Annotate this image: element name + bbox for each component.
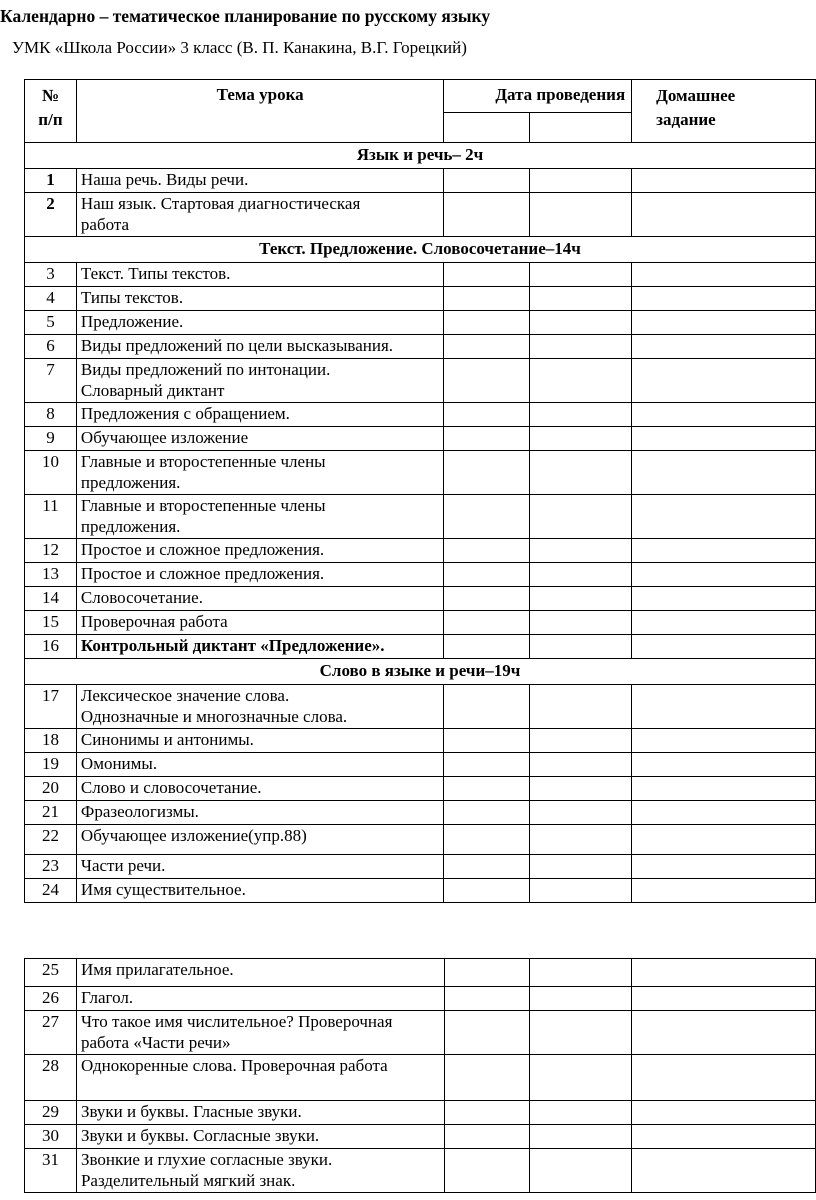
lesson-number: 29 [25, 1101, 77, 1125]
table-row [25, 729, 816, 753]
table-row [25, 1149, 816, 1193]
lesson-topic: Текст. Типы текстов. [76, 263, 443, 287]
lesson-topic: Слово и словосочетание. [76, 777, 443, 801]
table-row [25, 855, 816, 879]
lesson-number: 17 [25, 685, 77, 729]
lesson-number: 28 [25, 1055, 77, 1101]
lesson-topic: Звонкие и глухие согласные звуки. Разделительный мягкий знак. [76, 1149, 444, 1193]
lesson-number: 27 [25, 1011, 77, 1055]
table-row [25, 359, 816, 403]
table-row [25, 611, 816, 635]
lesson-topic: Однокоренные слова. Проверочная работа [76, 1055, 444, 1101]
section-heading: Текст. Предложение. Словосочетание–14ч [25, 237, 816, 263]
lesson-topic: Части речи. [76, 855, 443, 879]
lesson-topic: Омонимы. [76, 753, 443, 777]
table-row [25, 403, 816, 427]
table-row [25, 1125, 816, 1149]
table-row [25, 495, 816, 539]
planning-table-continued [24, 958, 816, 1193]
section-heading: Язык и речь– 2ч [25, 143, 816, 169]
lesson-number: 7 [25, 359, 77, 403]
document-subtitle: УМК «Школа России» 3 класс (В. П. Канакина, В.Г. Горецкий) [12, 38, 467, 57]
lesson-number: 2 [25, 193, 77, 237]
table-header-row [25, 80, 816, 113]
table-row [25, 801, 816, 825]
table-row [25, 335, 816, 359]
lesson-number: 4 [25, 287, 77, 311]
table-row [25, 635, 816, 659]
lesson-number: 23 [25, 855, 77, 879]
lesson-topic: Звуки и буквы. Согласные звуки. [76, 1125, 444, 1149]
lesson-number: 30 [25, 1125, 77, 1149]
lesson-number: 22 [25, 825, 77, 855]
lesson-number: 20 [25, 777, 77, 801]
lesson-number: 26 [25, 987, 77, 1011]
table-row [25, 263, 816, 287]
table-row [25, 287, 816, 311]
lesson-topic: Звуки и буквы. Гласные звуки. [76, 1101, 444, 1125]
lesson-topic: Что такое имя числительное? Проверочная работа «Части речи» [76, 1011, 444, 1055]
table-row [25, 1055, 816, 1101]
lesson-topic: Обучающее изложение [76, 427, 443, 451]
lesson-number: 8 [25, 403, 77, 427]
table-row [25, 753, 816, 777]
lesson-number: 18 [25, 729, 77, 753]
lesson-topic: Простое и сложное предложения. [76, 563, 443, 587]
lesson-topic: Имя существительное. [76, 879, 443, 903]
lesson-number: 1 [25, 169, 77, 193]
lesson-topic: Лексическое значение слова. Однозначные и многозначные слова. [76, 685, 443, 729]
lesson-number: 25 [25, 959, 77, 987]
header-number: № п/п [25, 80, 77, 143]
lesson-number: 21 [25, 801, 77, 825]
lesson-number: 11 [25, 495, 77, 539]
table-row [25, 1011, 816, 1055]
header-homework: Домашнее задание [632, 80, 816, 143]
lesson-topic: Имя прилагательное. [76, 959, 444, 987]
lesson-topic: Предложение. [76, 311, 443, 335]
lesson-number: 16 [25, 635, 77, 659]
lesson-topic: Проверочная работа [76, 611, 443, 635]
table-row [25, 169, 816, 193]
lesson-number: 5 [25, 311, 77, 335]
lesson-topic: Контрольный диктант «Предложение». [76, 635, 443, 659]
table-row [25, 987, 816, 1011]
lesson-number: 19 [25, 753, 77, 777]
table-row [25, 311, 816, 335]
lesson-topic: Виды предложений по интонации. Словарный диктант [76, 359, 443, 403]
lesson-topic: Обучающее изложение(упр.88) [76, 825, 443, 855]
lesson-topic: Предложения с обращением. [76, 403, 443, 427]
table-row [25, 563, 816, 587]
lesson-topic: Наша речь. Виды речи. [76, 169, 443, 193]
lesson-topic: Глагол. [76, 987, 444, 1011]
table-row [25, 825, 816, 855]
table-row [25, 427, 816, 451]
lesson-topic: Главные и второстепенные члены предложения. [76, 451, 443, 495]
date-actual-cell [530, 112, 632, 142]
header-date: Дата проведения [444, 80, 632, 113]
lesson-number: 12 [25, 539, 77, 563]
table-row [25, 1101, 816, 1125]
lesson-number: 15 [25, 611, 77, 635]
lesson-number: 31 [25, 1149, 77, 1193]
table-row [25, 451, 816, 495]
lesson-topic: Простое и сложное предложения. [76, 539, 443, 563]
planning-table [24, 79, 816, 903]
table-row [25, 193, 816, 237]
lesson-topic: Фразеологизмы. [76, 801, 443, 825]
lesson-number: 6 [25, 335, 77, 359]
lesson-topic: Главные и второстепенные члены предложения. [76, 495, 443, 539]
header-topic: Тема урока [76, 80, 443, 143]
table-row [25, 777, 816, 801]
lesson-number: 3 [25, 263, 77, 287]
lesson-topic: Словосочетание. [76, 587, 443, 611]
document-title: Календарно – тематическое планирование по русскому языку [0, 6, 491, 26]
lesson-topic: Синонимы и антонимы. [76, 729, 443, 753]
lesson-number: 24 [25, 879, 77, 903]
lesson-number: 14 [25, 587, 77, 611]
lesson-number: 9 [25, 427, 77, 451]
lesson-topic: Типы текстов. [76, 287, 443, 311]
lesson-number: 13 [25, 563, 77, 587]
date-planned-cell [444, 112, 530, 142]
table-row [25, 959, 816, 987]
table-row [25, 587, 816, 611]
table-row [25, 879, 816, 903]
lesson-topic: Наш язык. Стартовая диагностическая работа [76, 193, 443, 237]
section-heading: Слово в языке и речи–19ч [25, 659, 816, 685]
table-row [25, 685, 816, 729]
table-row [25, 539, 816, 563]
lesson-topic: Виды предложений по цели высказывания. [76, 335, 443, 359]
lesson-number: 10 [25, 451, 77, 495]
